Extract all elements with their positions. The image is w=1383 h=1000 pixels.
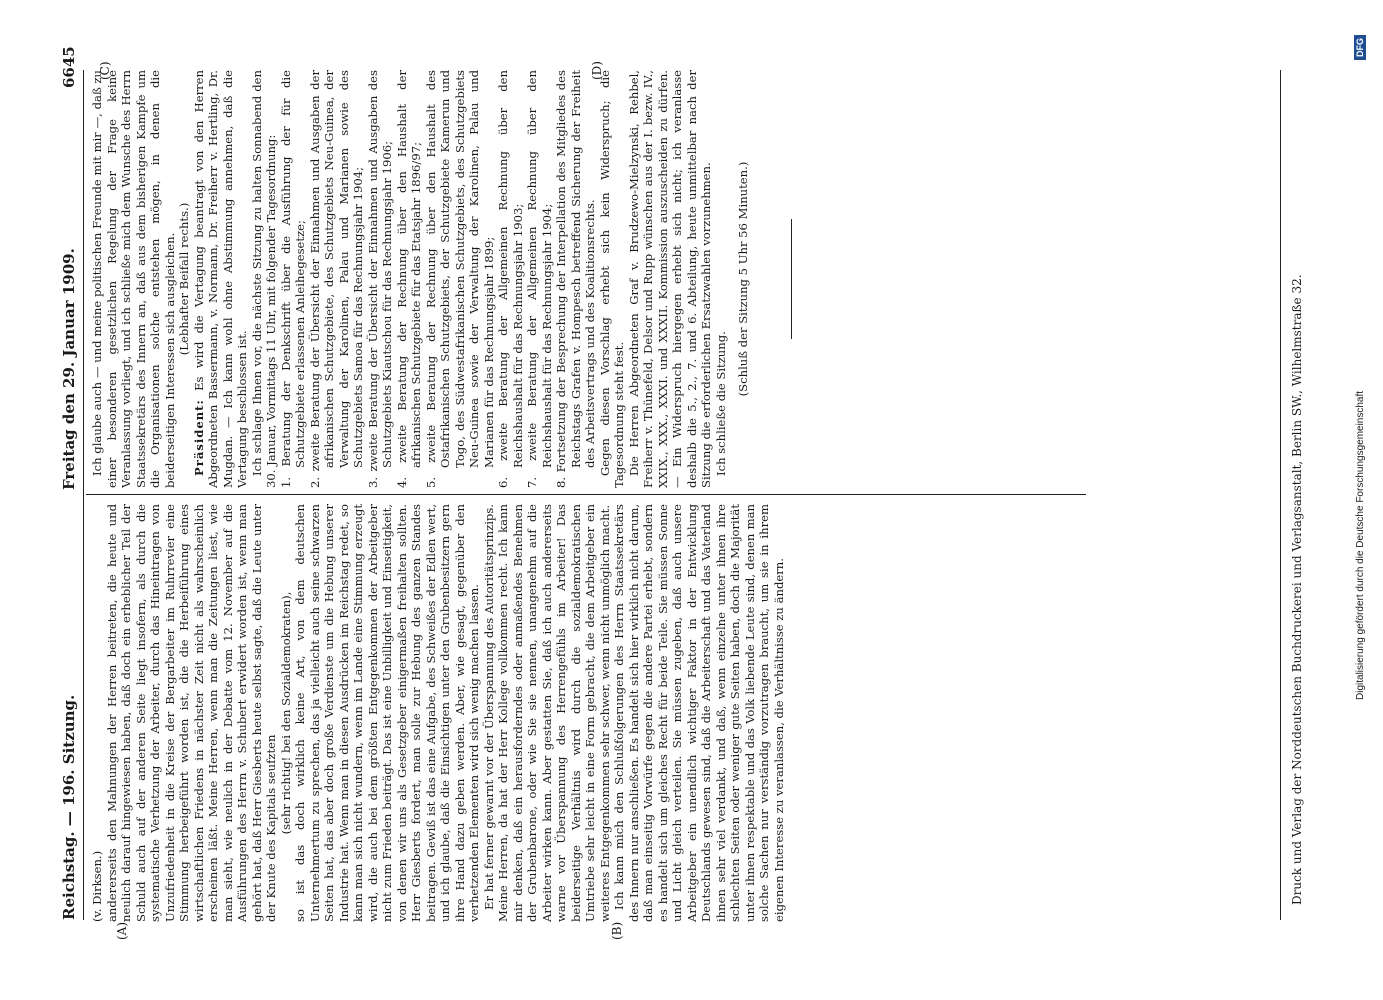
left-column [90,504,786,922]
imprint: Druck und Verlag der Norddeutschen Buchdruckerei und Verlagsanstalt, Berlin SW., Wilhelmstraße 32. [1290,274,1304,905]
president-label: Präsident: [191,399,206,476]
left-paragraph-3: Er hat ferner gewarnt vor der Überspannung des Autoritätsprinzips. Meine Herren, da hat der Herr Kollege vollkommen recht. Ich kann mir denken, daß ein herausforderndes oder anmaßendes Benehmen der Grubenbarone, oder wie Sie sie nennen, unangenehm auf die Arbeiter wirken kann. Aber gestatten Sie, daß ich auch andererseits warne vor Überspannung des Herrengefühls im Arbeiter! Das beiderseitige Verhältnis wird durch die sozialdemokratischen Umtriebe sehr leicht in eine Form gebracht, die dem Arbeitgeber ein weiteres Entgegenkommen sehr schwer, wenn nicht unmöglich macht. [481,504,612,922]
agenda-item: 4. zweite Beratung der Rechnung über den Haushalt der afrikanischen Schutzgebiete für das Etatsjahr 1896/97; [394,70,423,488]
speaker-tag: (v. Dirksen.) [90,850,104,922]
agenda-item: 7. zweite Beratung der Allgemeinen Rechnung über den Reichshaushalt für das Rechnungsjahr 1904; [525,70,554,488]
agenda-item: 2. zweite Beratung der Übersicht der Einnahmen und Ausgaben der afrikanischen Schutzgebiete, des Schutzgebiets Neu-Guinea, der Verwaltung der Karolinen, Palau und Marianen sowie des Schutzgebiets Samoa für das Rechnungsjahr 1904; [307,70,365,488]
right-column [90,70,792,488]
dfg-logo: DFG [1354,35,1366,60]
right-paragraph-1: Ich glaube auch — und meine politischen Freunde mit mir —, daß zu einer besonderen gesetzlichen Regelung der Frage keine Veranlassung vorliegt, und ich schließe mich dem Wunsche des Herrn Staatssekretärs des Innern an, daß aus dem bisherigen Kampfe um die Organisationen solche entstehen mögen, in denen die beiderseitigen Interessen sich ausgleichen. [90,70,177,488]
right-paragraph-3: Ich schlage Ihnen vor, die nächste Sitzung zu halten Sonnabend den 30. Januar, Vormittags 11 Uhr, mit folgender Tagesordnung: [249,70,278,488]
president-text: Es wird die Vertagung beantragt von den Herren Abgeordneten Bassermann, v. Normann, Dr. Freiherr v. Hertling, Dr. Mugdan. — Ich kann wohl ohne Abstimmung annehmen, daß die Vertagung beschlossen ist. [191,70,249,488]
agenda-list [279,70,598,488]
session-closing: (Schluß der Sitzung 5 Uhr 56 Minuten.) [736,161,750,397]
digitization-note: Digitalisierung gefördert durch die Deutsche Forschungsgemeinschaft [1355,390,1366,700]
header-rule [83,70,84,920]
closing-rule [791,219,792,339]
agenda-item: 6. zweite Beratung der Allgemeinen Rechnung über den Reichshaushalt für das Rechnungsjahr 1903; [496,70,525,488]
right-paragraph-6: Ich schließe die Sitzung. [713,331,728,476]
header-left: Reichstag. — 196. Sitzung. [60,694,78,920]
left-paragraph-2: so ist das doch wirklich keine Art, von dem deutschen Unternehmertum zu sprechen, das ja vielleicht auch seine schwarzen Seiten hat, das aber doch große Verdienste um die Hebung unserer Industrie hat. Wenn man in diesen Ausdrücken im Reichstag redet, so kann man sich nicht wundern, wenn im Lande eine Stimmung erzeugt wird, die auch bei dem größten Entgegenkommen der Arbeitgeber nicht zum Frieden beiträgt. Das ist eine Unbilligkeit und Einseitigkeit, von denen wir uns als Gesetzgeber einigermaßen freihalten sollten. Herr Giesberts fordert, man solle zur Hebung des ganzen Standes beitragen. Gewiß ist das eine Aufgabe, des Schweißes der Edlen wert, und ich glaube, daß die Einsichtigen unter den Grubenbesitzern gern ihre Hand dazu geben werden. Aber, wie gesagt, gegenüber den verhetzenden Elementen wird sich wenig machen lassen. [293,504,481,922]
marker-a: (A) [115,921,129,940]
agenda-item: 3. zweite Beratung der Übersicht der Einnahmen und Ausgaben des Schutzgebiets Kiautschou für das Rechnungsjahr 1906; [365,70,394,488]
marker-b: (B) [610,921,624,940]
agenda-item: 8. Fortsetzung der Besprechung der Interpellation des Mitgliedes des Reichstags Grafen v. Hompesch betreffend Sicherung der Freiheit des Arbeitsvertrags und des Koalitionsrechts. [554,70,597,488]
right-paragraph-4: Gegen diesen Vorschlag erhebt sich kein Widerspruch; die Tagesordnung steht fest. [597,70,626,488]
interjection: (sehr richtig! bei den Sozialdemokraten), [278,591,293,835]
left-paragraph-4: Ich kann mich den Schlußfolgerungen des Herrn Staatssekretärs des Innern nur anschließen. Es handelt sich hier wirklich nicht darum, daß man einseitig Vorwürfe gegen die andere Partei erhebt, sondern es handelt sich um gleiches Recht für beide Teile. Sie müssen Sonne und Licht gleich verteilen. Sie müssen zugeben, daß auch unsere Arbeitgeber ein unendlich wichtiger Faktor in der Entwicklung Deutschlands gewesen sind, daß die Arbeiterschaft und das Vaterland ihnen sehr viel verdankt, und daß, wenn einzelne unter ihnen ihre schlechten Seiten oder weniger gute Seiten haben, doch die Majorität unter ihnen respektable und das Volk liebende Leute sind, denen man solche Sachen nur verständig vorzutragen braucht, um sie in ihrem eigenen Interesse zu veranlassen, die Verhältnisse zu ändern. [612,504,786,922]
footer-rule [1280,70,1281,920]
agenda-item: 1. Beratung der Denkschrift über die Ausführung der für die Schutzgebiete erlassenen Anleihegesetze; [278,70,307,488]
page-number: 6645 [60,46,78,88]
applause-note: (Lebhafter Beifall rechts.) [177,202,191,356]
president-paragraph [192,70,250,488]
marker-d: (D) [590,61,604,80]
right-paragraph-5: Die Herren Abgeordneten Graf v. Brudzewo-Mielzynski, Rehbel, Freiherr v. Thünefeld, Delsor und Rupp wünschen aus der I. bezw. IV., XXIX., XXX., XXXI. und XXXII. Kommission auszuscheiden zu dürfen. — Ein Widerspruch hiergegen erhebt sich nicht; ich veranlasse deshalb die 5., 2., 7. und 6. Abteilung, heute unmittelbar nach der Sitzung die erforderlichen Ersatzwahlen vorzunehmen. [626,70,713,488]
marker-c: (C) [98,61,112,80]
agenda-item: 5. zweite Beratung der Rechnung über den Haushalt des Ostafrikanischen Schutzgebiets, der Schutzgebiete Kamerun und Togo, des Südwestafrikanischen Schutzgebiets, des Schutzgebiets Neu-Guinea sowie der Verwaltung der Karolinen, Palau und Marianen für das Rechnungsjahr 1899; [423,70,496,488]
left-paragraph-1: andererseits den Mahnungen der Herren beitreten, die heute und neulich darauf hingewiesen haben, daß doch ein erheblicher Teil der Schuld auch auf der anderen Seite liegt insofern, als durch die systematische Verhetzung der Arbeiter, durch das Hineintragen von Unzufriedenheit in die Kreise der Bergarbeiter im Ruhrrevier eine Stimmung herbeigeführt worden ist, die die Herbeiführung eines wirtschaftlichen Friedens in nächster Zeit nicht als wahrscheinlich erscheinen läßt. Meine Herren, wenn man die Zeitungen liest, wie man sieht, wie neulich in der Debatte vom 12. November auf die Ausführungen des Herrn v. Schubert erwidert worden ist, wenn man gehört hat, daß Herr Giesberts heute selbst sagte, daß die Leute unter der Knute des Kapitals seufzten [104,504,278,922]
column-divider [86,494,1086,495]
header-center: Freitag den 29. Januar 1909. [60,248,78,490]
